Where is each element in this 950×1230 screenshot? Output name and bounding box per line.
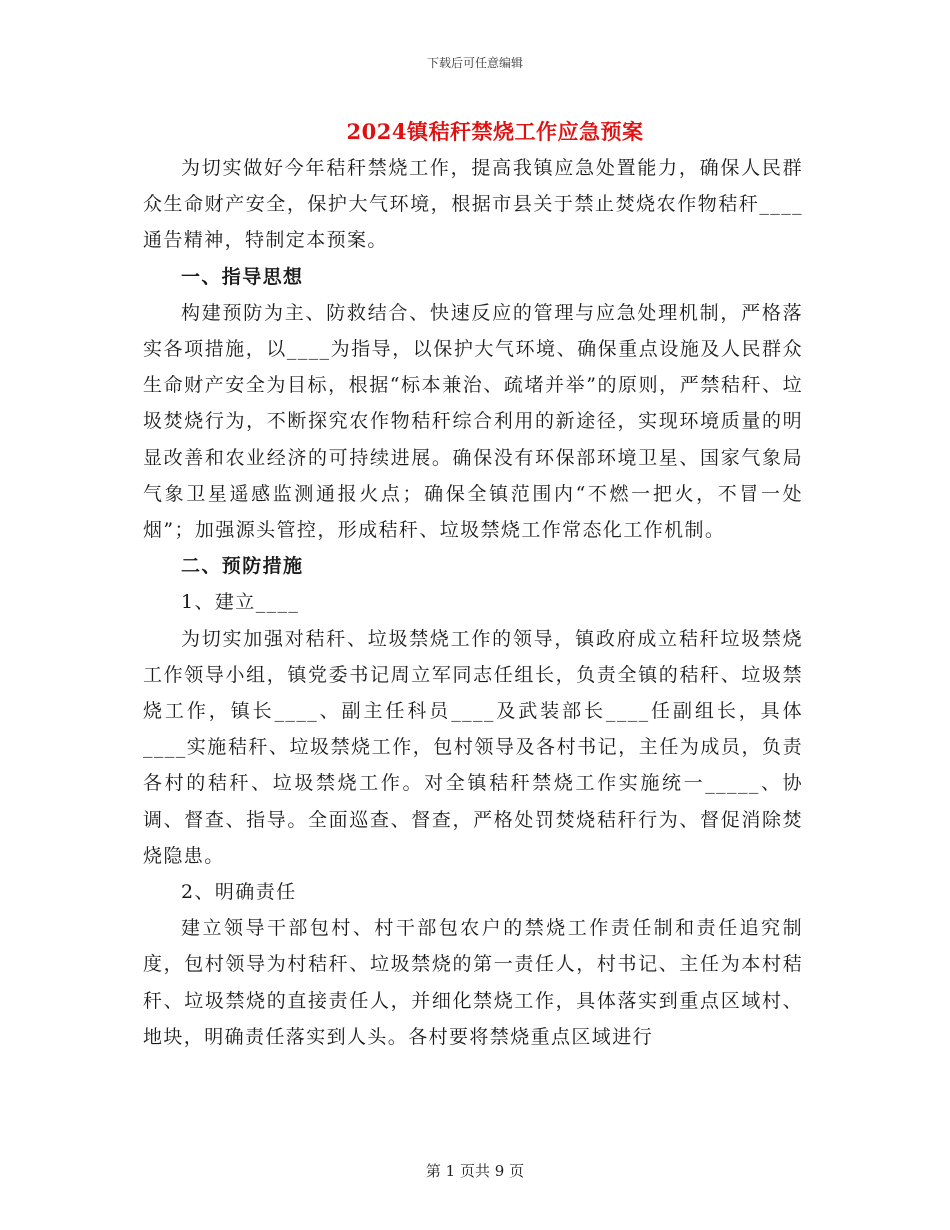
document-body [143, 150, 803, 1055]
section-heading-guiding-principles: 一、指导思想 [181, 265, 304, 288]
responsibility-paragraph: 建立领导干部包村、村干部包农户的禁烧工作责任制和责任追究制度，包村领导为村秸秆、垃圾禁烧的第一责任人，村书记、主任为本村秸秆、垃圾禁烧的直接责任人，并细化禁烧工作，具体落实到重点区域村、地块，明确责任落实到人头。各村要将禁烧重点区域进行 [143, 917, 803, 1048]
guiding-principles-paragraph: 构建预防为主、防救结合、快速反应的管理与应急处理机制，严格落实各项措施，以____为指导，以保护大气环境、确保重点设施及人民群众生命财产安全为目标，根据“标本兼治、疏堵并举”的原则，严禁秸秆、垃圾焚烧行为，不断探究农作物秸秆综合利用的新途径，实现环境质量的明显改善和农业经济的可持续进展。确保没有环保部环境卫星、国家气象局气象卫星遥感监测通报火点；确保全镇范围内“不燃一把火，不冒一处烟”；加强源头管控，形成秸秆、垃圾禁烧工作常态化工作机制。 [143, 301, 803, 542]
page-footer: 第 1 页共 9 页 [425, 1162, 525, 1180]
intro-paragraph: 为切实做好今年秸秆禁烧工作，提高我镇应急处置能力，确保人民群众生命财产安全，保护大气环境，根据市县关于禁止焚烧农作物秸秆____通告精神，特制定本预案。 [143, 157, 803, 252]
subsection-heading-establish: 1、建立____ [181, 591, 300, 614]
header-note: 下载后可任意编辑 [426, 56, 523, 70]
establish-paragraph: 为切实加强对秸秆、垃圾禁烧工作的领导，镇政府成立秸秆垃圾禁烧工作领导小组，镇党委书记周立军同志任组长，负责全镇的秸秆、垃圾禁烧工作，镇长____、副主任科员____及武装部长____任副组长，具体____实施秸秆、垃圾禁烧工作，包村领导及各村书记，主任为成员，负责各村的秸秆、垃圾禁烧工作。对全镇秸秆禁烧工作实施统一_____、协调、督查、指导。全面巡查、督查，严格处罚焚烧秸秆行为、督促消除焚烧隐患。 [143, 627, 803, 867]
subsection-heading-responsibility: 2、明确责任 [181, 881, 297, 904]
section-heading-prevention-measures: 二、预防措施 [181, 555, 304, 578]
document-title: 2024镇秸秆禁烧工作应急预案 [346, 119, 644, 144]
